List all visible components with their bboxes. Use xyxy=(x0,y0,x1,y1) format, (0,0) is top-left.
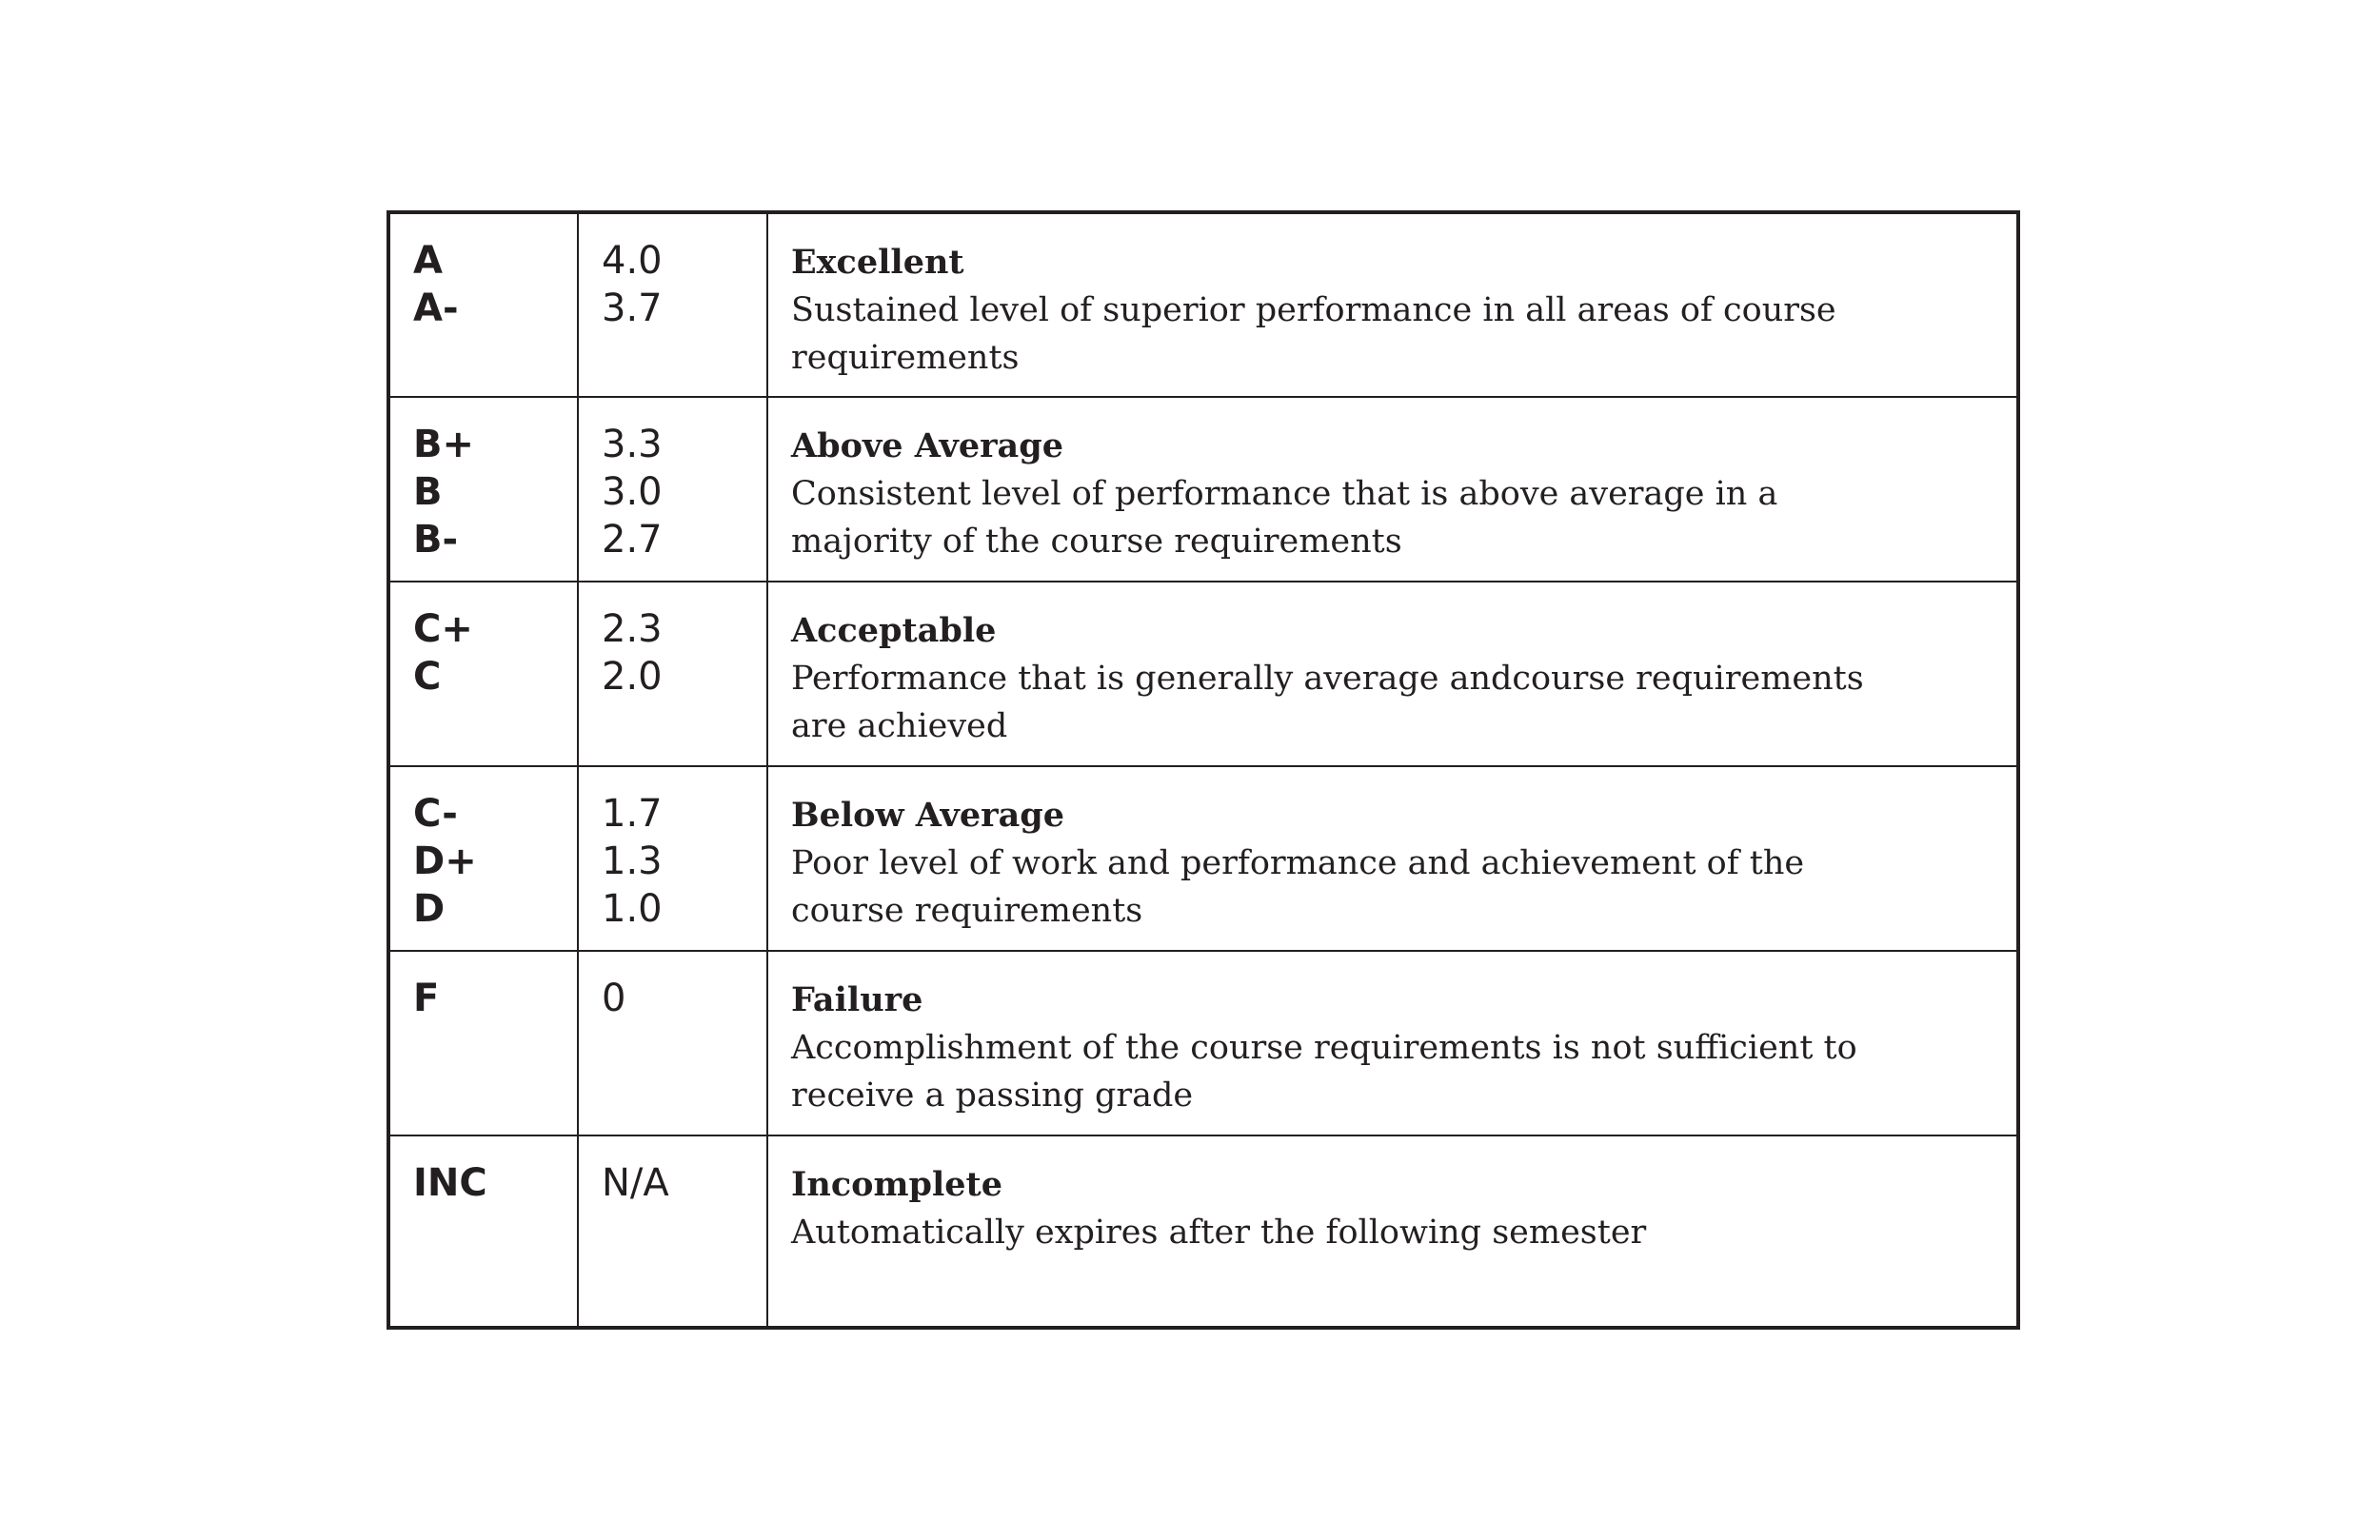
grade-description: Consistent level of performance that is above average in a majority of the course requirements xyxy=(791,475,1778,561)
grade-title: Excellent xyxy=(791,243,964,282)
letter-grade: B xyxy=(413,470,443,514)
grade-description: Automatically expires after the following semester xyxy=(791,1214,1647,1252)
grade-points: 1.7 xyxy=(602,792,663,836)
letter-grade: D+ xyxy=(413,839,477,883)
grade-points-cell xyxy=(578,212,767,397)
grade-title: Failure xyxy=(791,980,923,1019)
description-cell xyxy=(767,1135,2018,1328)
letter-grade: C+ xyxy=(413,607,473,651)
letter-grade: D xyxy=(413,887,446,931)
table-row xyxy=(388,1135,2018,1328)
description-cell xyxy=(767,766,2018,951)
grade-points: 1.0 xyxy=(602,887,663,931)
grade-title: Incomplete xyxy=(791,1165,1002,1204)
grade-points: 0 xyxy=(602,977,626,1020)
grade-points-cell xyxy=(578,582,767,766)
grade-title: Acceptable xyxy=(791,611,997,650)
table-row xyxy=(388,582,2018,766)
grade-points: 2.7 xyxy=(602,518,663,562)
letter-grade: INC xyxy=(413,1161,487,1205)
grade-title: Above Average xyxy=(791,426,1063,465)
letter-grade-cell xyxy=(388,766,578,951)
table-row xyxy=(388,766,2018,951)
grade-description: Performance that is generally average andcourse requirements are achieved xyxy=(791,660,1864,745)
letter-grade-cell xyxy=(388,582,578,766)
letter-grade: B+ xyxy=(413,423,475,466)
letter-grade: C xyxy=(413,655,442,699)
grade-points: 4.0 xyxy=(602,239,663,283)
grade-title: Below Average xyxy=(791,796,1065,835)
grade-description: Poor level of work and performance and achievement of the course requirements xyxy=(791,844,1805,930)
letter-grade-cell xyxy=(388,1135,578,1328)
grade-points: 2.3 xyxy=(602,607,663,651)
grade-points: 1.3 xyxy=(602,839,663,883)
letter-grade: A- xyxy=(413,286,459,330)
table-row xyxy=(388,951,2018,1135)
grade-points: N/A xyxy=(602,1161,669,1205)
letter-grade-cell xyxy=(388,397,578,582)
letter-grade: F xyxy=(413,977,440,1020)
grade-points-cell xyxy=(578,1135,767,1328)
grade-points-cell xyxy=(578,951,767,1135)
table-row xyxy=(388,397,2018,582)
description-cell xyxy=(767,212,2018,397)
grade-points-cell xyxy=(578,397,767,582)
grade-points: 3.0 xyxy=(602,470,663,514)
description-cell xyxy=(767,582,2018,766)
table-row xyxy=(388,212,2018,397)
grade-points-cell xyxy=(578,766,767,951)
grade-points: 2.0 xyxy=(602,655,663,699)
grade-points: 3.3 xyxy=(602,423,663,466)
letter-grade: B- xyxy=(413,518,459,562)
description-cell xyxy=(767,397,2018,582)
letter-grade-cell xyxy=(388,212,578,397)
grade-description: Sustained level of superior performance in all areas of course requirements xyxy=(791,291,1836,377)
letter-grade: C- xyxy=(413,792,458,836)
letter-grade: A xyxy=(413,239,443,283)
grade-points: 3.7 xyxy=(602,286,663,330)
description-cell xyxy=(767,951,2018,1135)
grading-scale-table xyxy=(387,210,2020,1330)
letter-grade-cell xyxy=(388,951,578,1135)
grade-description: Accomplishment of the course requirements is not sufficient to receive a passing grade xyxy=(791,1029,1857,1115)
